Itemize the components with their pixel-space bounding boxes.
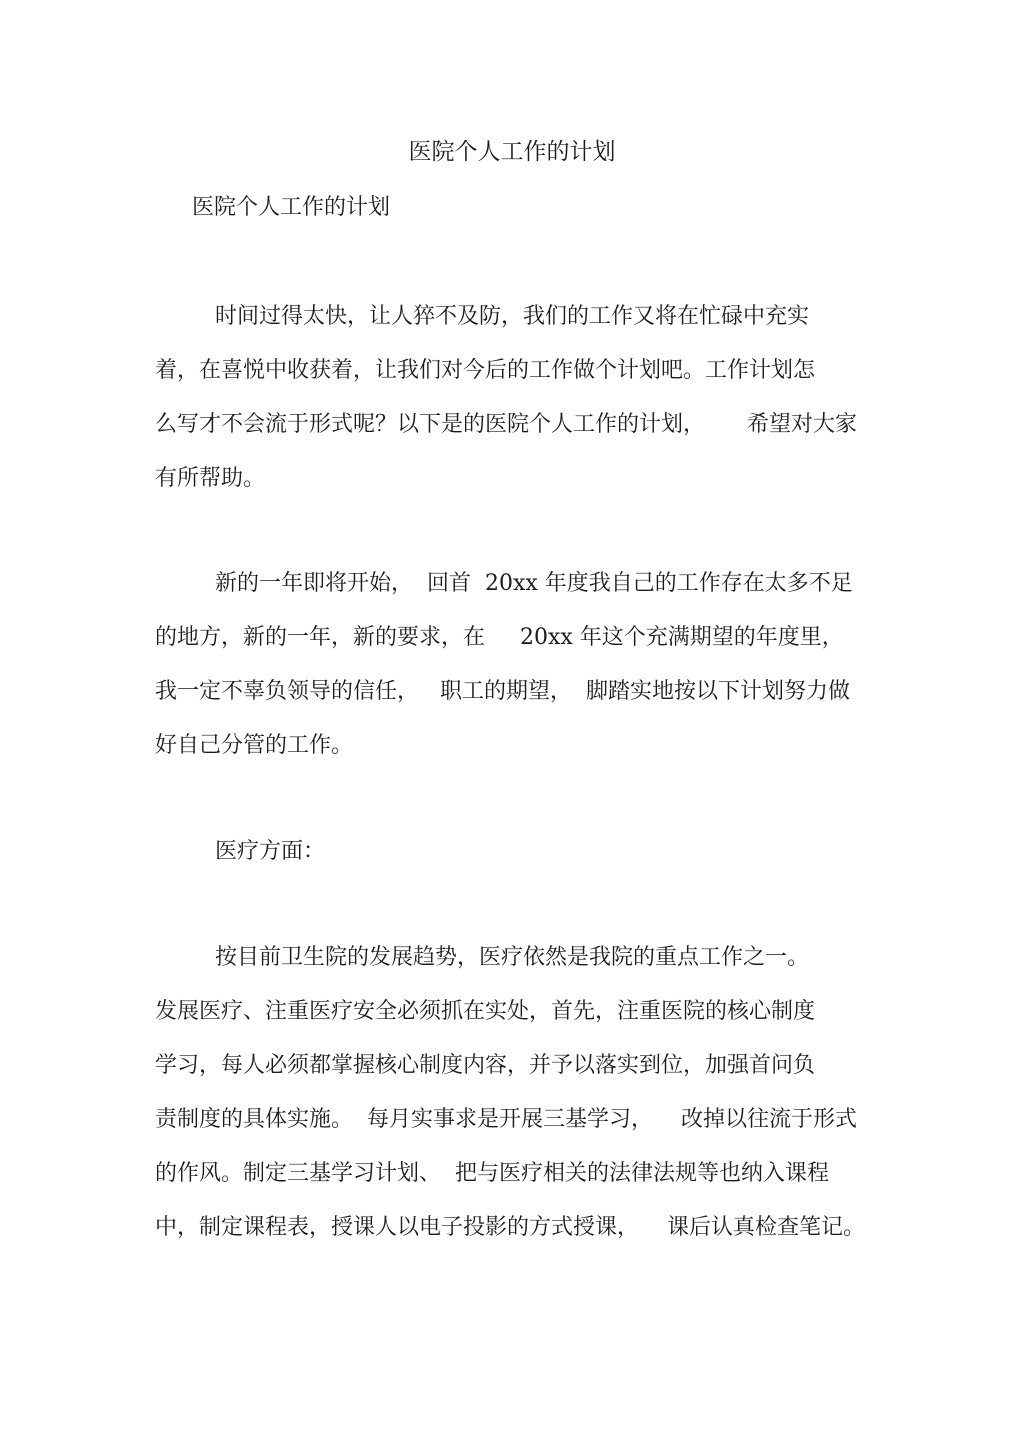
paragraph-line: 中，制定课程表，授课人以电子投影的方式授课， 课后认真检查笔记。 [155, 1215, 865, 1240]
paragraph-line: 按目前卫生院的发展趋势，医疗依然是我院的重点工作之一。 [215, 945, 810, 970]
paragraph-line: 的地方，新的一年，新的要求，在 20xx 年这个充满期望的年度里， [155, 625, 844, 650]
page-title: 医院个人工作的计划 [408, 139, 616, 165]
paragraph-line: 学习，每人必须都掌握核心制度内容，并予以落实到位，加强首问负 [155, 1053, 816, 1078]
paragraph-medical [155, 931, 875, 1255]
paragraph-line: 着，在喜悦中收获着，让我们对今后的工作做个计划吧。工作计划怎 [155, 358, 816, 383]
paragraph-line: 么写才不会流于形式呢？以下是的医院个人工作的计划， 希望对大家 [155, 412, 857, 437]
paragraph-line: 责制度的具体实施。 每月实事求是开展三基学习， 改掉以往流于形式 [155, 1107, 857, 1132]
paragraph-line: 新的一年即将开始， 回首 20xx 年度我自己的工作存在太多不足 [215, 571, 853, 596]
section-heading-medical [155, 825, 875, 879]
paragraph-new-year [155, 557, 875, 773]
paragraph-line: 医疗方面： [215, 839, 326, 864]
paragraph-line: 我一定不辜负领导的信任， 职工的期望， 脚踏实地按以下计划努力做 [155, 679, 850, 704]
paragraph-line: 好自己分管的工作。 [155, 733, 354, 758]
paragraph-intro [155, 290, 875, 506]
paragraph-line: 的作风。制定三基学习计划、 把与医疗相关的法律法规等也纳入课程 [155, 1161, 829, 1186]
document-subtitle: 医院个人工作的计划 [192, 195, 391, 220]
paragraph-line: 发展医疗、注重医疗安全必须抓在实处，首先，注重医院的核心制度 [155, 999, 816, 1024]
paragraph-line: 时间过得太快，让人猝不及防，我们的工作又将在忙碌中充实 [215, 304, 810, 329]
paragraph-line: 有所帮助。 [155, 466, 266, 491]
